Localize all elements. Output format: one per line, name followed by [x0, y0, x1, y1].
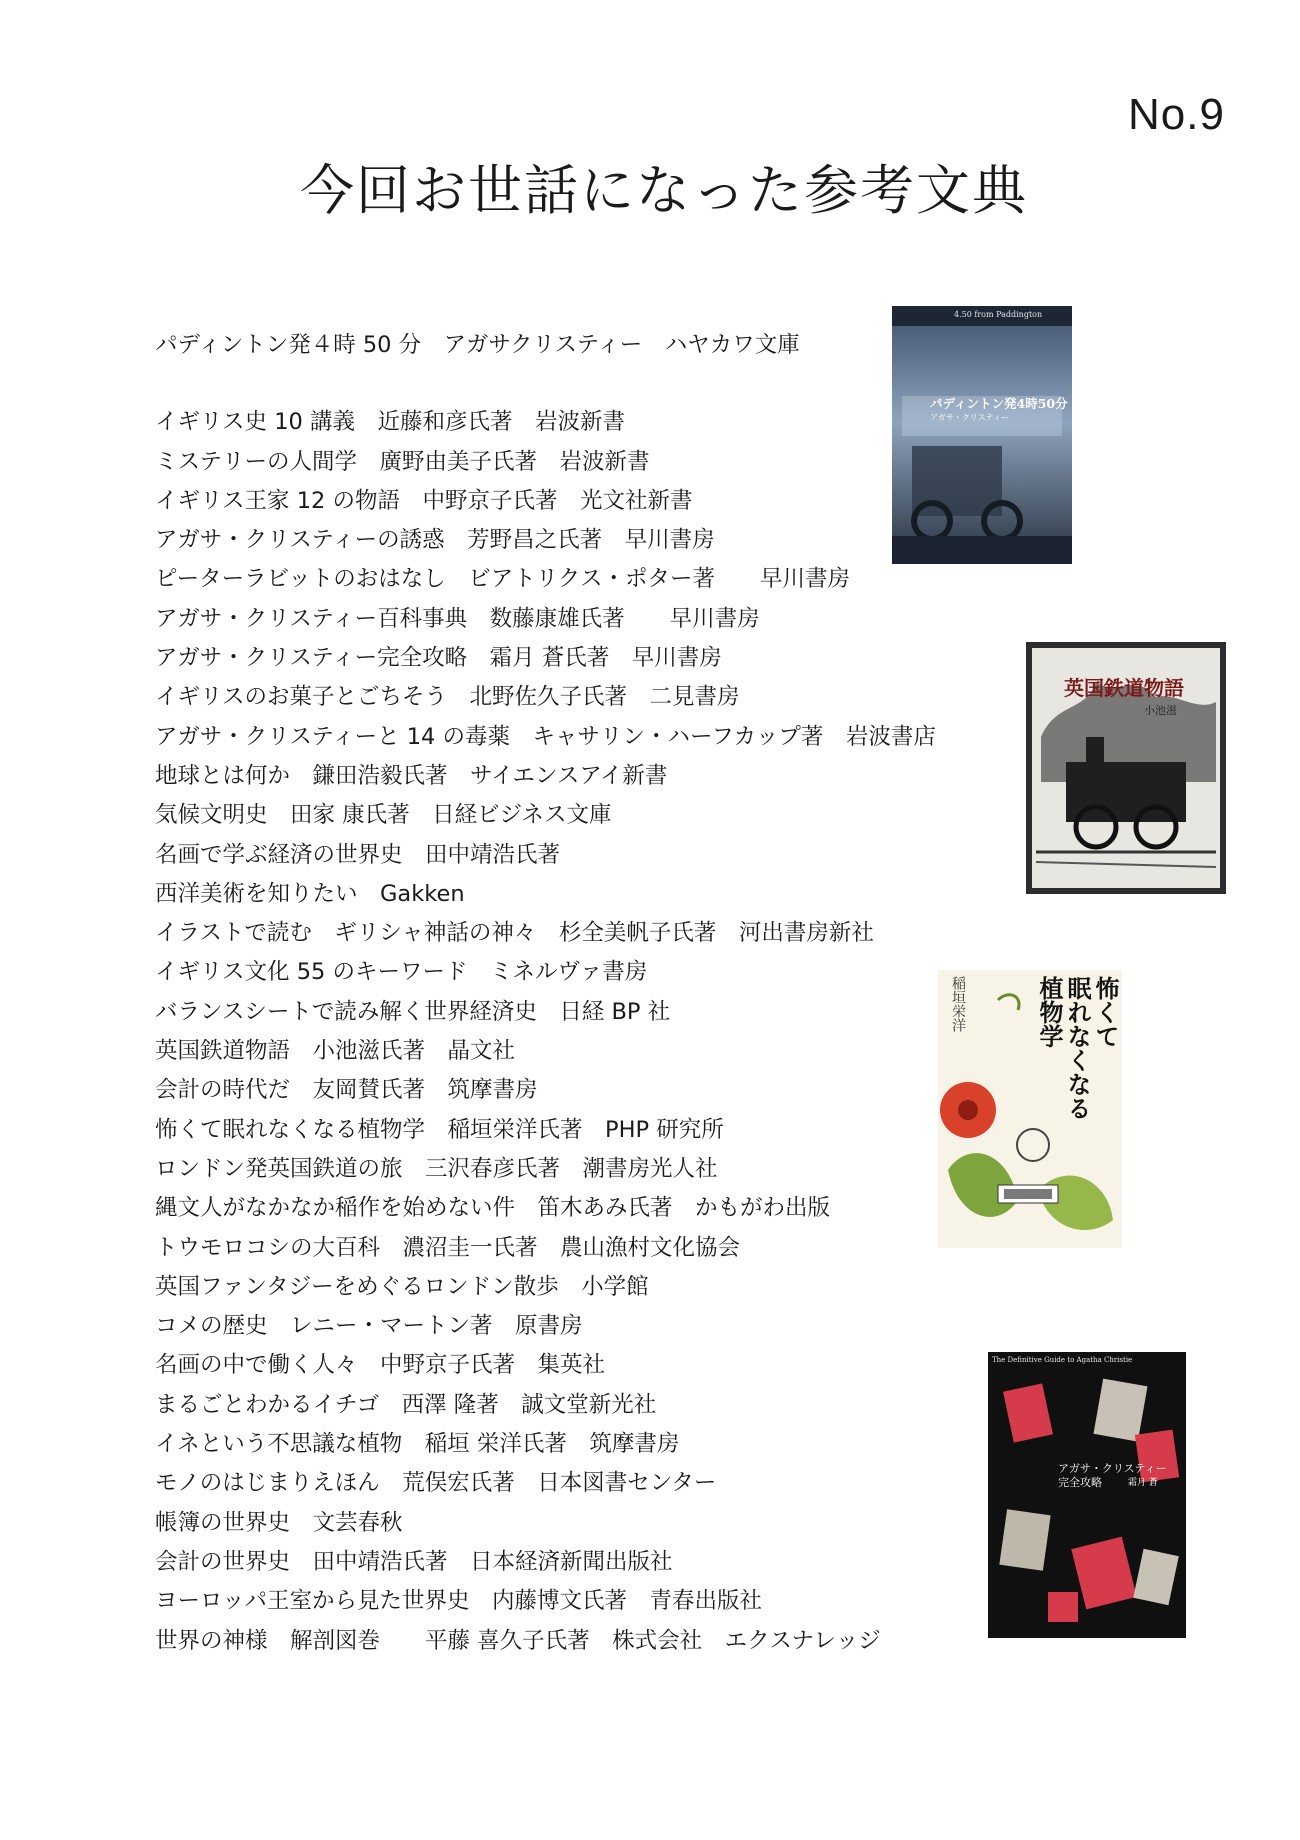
reference-item: 英国ファンタジーをめぐるロンドン散歩 小学館 [155, 1273, 649, 1300]
book-cover-paddington [892, 306, 1072, 564]
reference-item: まるごとわかるイチゴ 西澤 隆著 誠文堂新光社 [155, 1391, 657, 1418]
book-cover-agatha-guide [988, 1352, 1186, 1638]
cover-author: アガサ・クリスティー [930, 413, 1009, 422]
reference-item: ピーターラビットのおはなし ビアトリクス・ポター著 早川書房 [155, 566, 851, 593]
reference-item: アガサ・クリスティー百科事典 数藤康雄氏著 早川書房 [155, 605, 760, 632]
reference-item: 名画で学ぶ経済の世界史 田中靖浩氏著 [155, 841, 561, 868]
reference-item: 名画の中で働く人々 中野京子氏著 集英社 [155, 1352, 606, 1379]
reference-item: 会計の世界史 田中靖浩氏著 日本経済新聞出版社 [155, 1548, 673, 1575]
page-number: No.9 [1128, 90, 1225, 139]
cover-author: 霜月 蒼 [1128, 1478, 1158, 1488]
reference-item: パディントン発４時 50 分 アガサクリスティー ハヤカワ文庫 [155, 332, 800, 358]
reference-item: 気候文明史 田家 康氏著 日経ビジネス文庫 [155, 802, 612, 829]
reference-item: アガサ・クリスティーの誘惑 芳野昌之氏著 早川書房 [155, 527, 715, 554]
reference-item: バランスシートで読み解く世界経済史 日経 BP 社 [155, 998, 671, 1025]
reference-item: イギリス史 10 講義 近藤和彦氏著 岩波新書 [155, 409, 625, 436]
cover-en-title: The Definitive Guide to Agatha Christie [992, 1356, 1133, 1364]
reference-item: 地球とは何か 鎌田浩毅氏著 サイエンスアイ新書 [155, 762, 668, 789]
reference-item: アガサ・クリスティーと 14 の毒薬 キャサリン・ハーフカップ著 岩波書店 [155, 723, 936, 750]
cover-title: 英国鉄道物語 [1064, 676, 1184, 700]
cover-title-line-1: 怖くて [1091, 976, 1120, 1048]
reference-item: ミステリーの人間学 廣野由美子氏著 岩波新書 [155, 448, 650, 475]
reference-item: イネという不思議な植物 稲垣 栄洋氏著 筑摩書房 [155, 1431, 680, 1458]
cover-title-line-1: アガサ・クリスティー [1058, 1462, 1167, 1475]
cover-title: パディントン発4時50分 [930, 396, 1068, 411]
cover-title-line-2: 完全攻略 [1058, 1476, 1102, 1489]
reference-item: モノのはじまりえほん 荒俣宏氏著 日本図書センター [155, 1470, 717, 1497]
reference-item: ヨーロッパ王室から見た世界史 内藤博文氏著 青春出版社 [155, 1588, 763, 1615]
reference-item: イラストで読む ギリシャ神話の神々 杉全美帆子氏著 河出書房新社 [155, 920, 874, 947]
reference-item: アガサ・クリスティー完全攻略 霜月 蒼氏著 早川書房 [155, 645, 722, 672]
book-cover-plants [938, 970, 1122, 1248]
cover-author: 小池滋 [1144, 704, 1177, 717]
reference-item: 帳簿の世界史 文芸春秋 [155, 1509, 403, 1536]
page-title: 今回お世話になった参考文典 [300, 159, 1028, 222]
reference-item: 西洋美術を知りたい Gakken [155, 880, 465, 907]
cover-title-line-3: 植物学 [1035, 976, 1064, 1048]
reference-item: イギリス王家 12 の物語 中野京子氏著 光文社新書 [155, 487, 693, 514]
reference-item: コメの歴史 レニー・マートン著 原書房 [155, 1313, 583, 1340]
reference-item: イギリス文化 55 のキーワード ミネルヴァ書房 [155, 959, 648, 986]
cover-en-title: 4.50 from Paddington [954, 310, 1043, 319]
reference-item: 世界の神様 解剖図巻 平藤 喜久子氏著 株式会社 エクスナレッジ [155, 1627, 881, 1654]
reference-item: 縄文人がなかなか稲作を始めない件 笛木あみ氏著 かもがわ出版 [155, 1195, 831, 1222]
reference-item: ロンドン発英国鉄道の旅 三沢春彦氏著 潮書房光人社 [155, 1155, 718, 1182]
reference-list [155, 326, 936, 1661]
reference-item: 怖くて眠れなくなる植物学 稲垣栄洋氏著 PHP 研究所 [155, 1116, 724, 1143]
reference-item: トウモロコシの大百科 濃沼圭一氏著 農山漁村文化協会 [155, 1234, 741, 1261]
cover-author: 稲垣栄洋 [950, 976, 966, 1032]
book-cover-railway [1026, 642, 1226, 894]
cover-title-line-2: 眠れなくなる [1063, 976, 1092, 1120]
reference-item: イギリスのお菓子とごちそう 北野佐久子氏著 二見書房 [155, 684, 740, 711]
reference-item: 会計の時代だ 友岡賛氏著 筑摩書房 [155, 1077, 538, 1104]
reference-item: 英国鉄道物語 小池滋氏著 晶文社 [155, 1038, 516, 1065]
